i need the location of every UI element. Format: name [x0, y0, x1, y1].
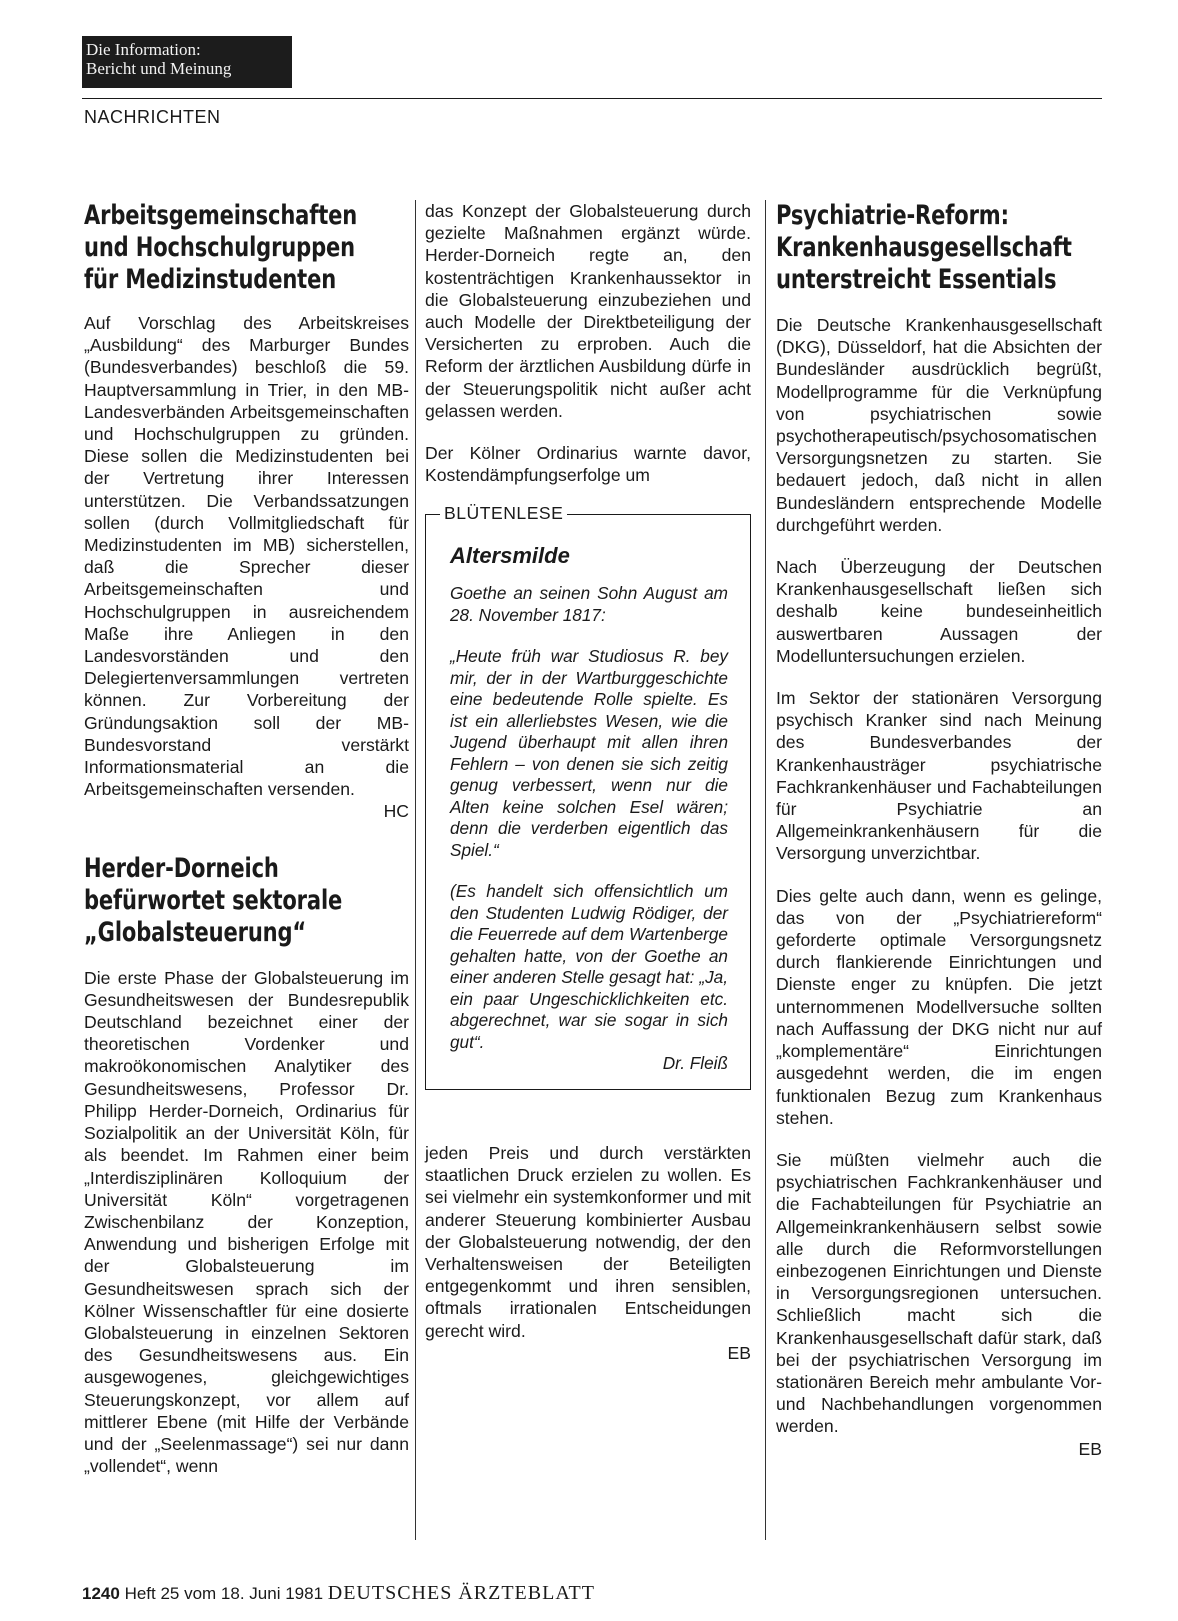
article3-paragraph-2: Nach Überzeugung der Deutschen Krankenhausgesellschaft ließen sich deshalb keine bundeseinheitlich auswertbaren Aussagen der Modelluntersuchungen erzielen. [776, 557, 1102, 666]
article3-paragraph-4: Dies gelte auch dann, wenn es gelinge, das von der „Psychiatriereform“ geforderte optimale Versorgungsnetz durch flankierende Einrichtungen und Dienste enger zu knüpfen. Die jetzt unternommenen Modellversuche sollten nach Auffassung der DKG nicht nur auf „komplementäre“ Einrichtungen ausgedehnt werden, die im engen funktionalen Bezug zum Krankenhaus stehen. [776, 885, 1102, 1128]
article2-body-part4 [425, 1142, 751, 1364]
page-footer [82, 1582, 595, 1605]
article3-paragraph-1: Die Deutsche Krankenhausgesellschaft (DKG), Düsseldorf, hat die Absichten der Bundesländer ausdrücklich begrüßt, Modellprogramme für die Verknüpfung von psychiatrischen sowie psychotherapeutisch/psychosomatischen Versorgungsnetzen zu starten. Sie bedauert jedoch, daß nicht in allen Bundesländern entsprechende Modelle durchgeführt werden. [776, 315, 1102, 535]
top-rule [82, 98, 1102, 99]
article1-title-line: für Medizinstudenten [84, 264, 337, 295]
article3-paragraph-3: Im Sektor der stationären Versorgung psychisch Kranker sind nach Meinung des Bundesverbandes der Krankenhausträger psychiatrische Fachkrankenhäuser und Fachabteilungen für Psychiatrie an Allgemeinkrankenhäusern für die Versorgung unverzichtbar. [776, 688, 1102, 864]
article2-title-line: befürwortet sektorale [84, 884, 343, 916]
article3-signature: EB [1078, 1438, 1102, 1459]
box-note [450, 881, 728, 1075]
article2-title [84, 853, 408, 949]
article2-text-end: jeden Preis und durch verstärkten staatlichen Druck erzielen zu wollen. Es sei vielmehr ein systemkonformer und mit anderer Steuerung kombinierter Ausbau der Globalsteuerung notwendig, der den Verhaltensweisen der Beteiligten entgegenkommt und ihren sensiblen, oftmals irrationalen Entscheidungen gerecht wird. [425, 1142, 751, 1341]
box-note-text: (Es handelt sich offensichtlich um den Studenten Ludwig Rödiger, der die Feuerrede auf dem Wartenberge gehalten hatte, von der Goethe an einer anderen Stelle gesagt hat: „Ja, ein paar Ungeschicklichkeiten etc. abgerechnet, war sie sogar in sich gut“. [450, 881, 728, 1052]
rubric-line-1: Die Information: [86, 40, 201, 59]
article1-title-line: und Hochschulgruppen [84, 232, 355, 263]
article1-signature: HC [383, 801, 409, 822]
article2-body-part3: Der Kölner Ordinarius warnte davor, Kostendämpfungserfolge um [425, 443, 751, 486]
article3-text-end: Sie müßten vielmehr auch die psychiatrischen Fachkrankenhäuser und die Fachabteilungen für Psychiatrie an Allgemeinkrankenhäusern selbst sowie alle durch die Reformvorstellungen einbezogenen Einrichtungen und Dienste in Versorgungsregionen untersuchen. Schließlich macht sich die Krankenhausgesellschaft dafür stark, daß bei der psychiatrischen Versorgung im stationären Bereich mehr ambulante Vor- und Nachbehandlungen vorgenommen werden. [776, 1149, 1102, 1437]
column-divider-2 [765, 200, 766, 1540]
article2-body-part1: Die erste Phase der Globalsteuerung im Gesundheitswesen der Bundesrepublik Deutschland bezeichnet einer der theoretischen Vordenker und makroökonomischen Analytiker des Gesundheitswesens, Professor Dr. Philipp Herder-Dorneich, Ordinarius für Sozialpolitik an der Universität Köln, für als beendet. Im Rahmen einer beim „Interdisziplinären Kolloquium der Universität Köln“ vorgetragenen Zwischenbilanz der Konzeption, Anwendung und bisherigen Erfolge mit der Globalsteuerung im Gesundheitswesen sprach sich der Kölner Wissenschaftler für eine dosierte Globalsteuerung in einzelnen Sektoren des Gesundheitswesens aus. Ein ausgewogenes, gleichgewichtiges Steuerungskonzept, vor allem auf mittlerer Ebene (mit Hilfe der Verbände und der „Seelenmassage“) sei nur dann „vollendet“, wenn [84, 967, 409, 1477]
article3-title [776, 200, 1101, 296]
article3-title-line: Krankenhausgesellschaft [776, 232, 1072, 263]
section-label: NACHRICHTEN [84, 107, 221, 127]
column-3 [776, 200, 1102, 1460]
article1-body [84, 312, 409, 823]
column-divider-1 [415, 200, 416, 1540]
box-signature: Dr. Fleiß [662, 1053, 728, 1074]
page-number: 1240 [82, 1584, 120, 1603]
article3-title-line: Psychiatrie-Reform: [776, 200, 1009, 231]
box-quote: „Heute früh war Studiosus R. bey mir, der in der Wartburggeschichte eine bedeutende Rolle spielte. Es ist ein allerliebstes Wesen, wie die Jugend überhaupt mit allen ihren Fehlern – von denen sie sich zeitig genug verbessert, wenn nur die Alten keine solchen Esel wären; denn die verderben eigentlich das Spiel.“ [450, 646, 728, 860]
rubric-line-2: Bericht und Meinung [86, 59, 232, 78]
article2-body-part2: das Konzept der Globalsteuerung durch gezielte Maßnahmen ergänzt würde. Herder-Dorneich regte an, den kostenträchtigen Krankenhaussektor in die Globalsteuerung einzubeziehen und auch Modelle der Direktbeteiligung der Versicherten zu erproben. Auch die Reform der ärztlichen Ausbildung dürfe in der Steuerungspolitik nicht außer acht gelassen werden. [425, 201, 751, 421]
magazine-name: DEUTSCHES ÄRZTEBLATT [327, 1582, 595, 1604]
column-1 [84, 200, 409, 1477]
article2-title-line: „Globalsteuerung“ [84, 916, 307, 948]
column-2 [425, 200, 751, 1364]
article3-title-line: unterstreicht Essentials [776, 264, 1057, 295]
bluetenlese-box [425, 503, 751, 1090]
article2-signature: EB [727, 1342, 751, 1363]
rubric-box [82, 36, 292, 88]
box-title: Altersmilde [450, 543, 570, 569]
article1-title [84, 200, 408, 296]
article3-paragraph-5 [776, 1149, 1102, 1460]
box-intro: Goethe an seinen Sohn August am 28. November 1817: [450, 583, 728, 625]
article1-text: Auf Vorschlag des Arbeitskreises „Ausbildung“ des Marburger Bundes (Bundesverbandes) beschloß die 59. Hauptversammlung in Trier, in den MB-Landesverbänden Arbeitsgemeinschaften und Hochschulgruppen zu gründen. Diese sollen die Medizinstudenten bei der Vertretung ihrer Interessen unterstützen. Die Verbandssatzungen sollen (durch Vollmitgliedschaft für Medizinstudenten im MB) sicherstellen, daß die Sprecher dieser Arbeitsgemeinschaften und Hochschulgruppen in ausreichendem Maße ihre Anliegen in den Landesvorständen und den Delegiertenversammlungen vertreten können. Zur Vorbereitung der Gründungsaktion soll der MB-Bundesvorstand verstärkt Informationsmaterial an die Arbeitsgemeinschaften versenden. [84, 313, 409, 800]
article2-title-line: Herder-Dorneich [84, 852, 279, 884]
article1-title-line: Arbeitsgemeinschaften [84, 200, 358, 231]
box-label: BLÜTENLESE [440, 503, 567, 524]
issue-info: Heft 25 vom 18. Juni 1981 [124, 1584, 324, 1603]
